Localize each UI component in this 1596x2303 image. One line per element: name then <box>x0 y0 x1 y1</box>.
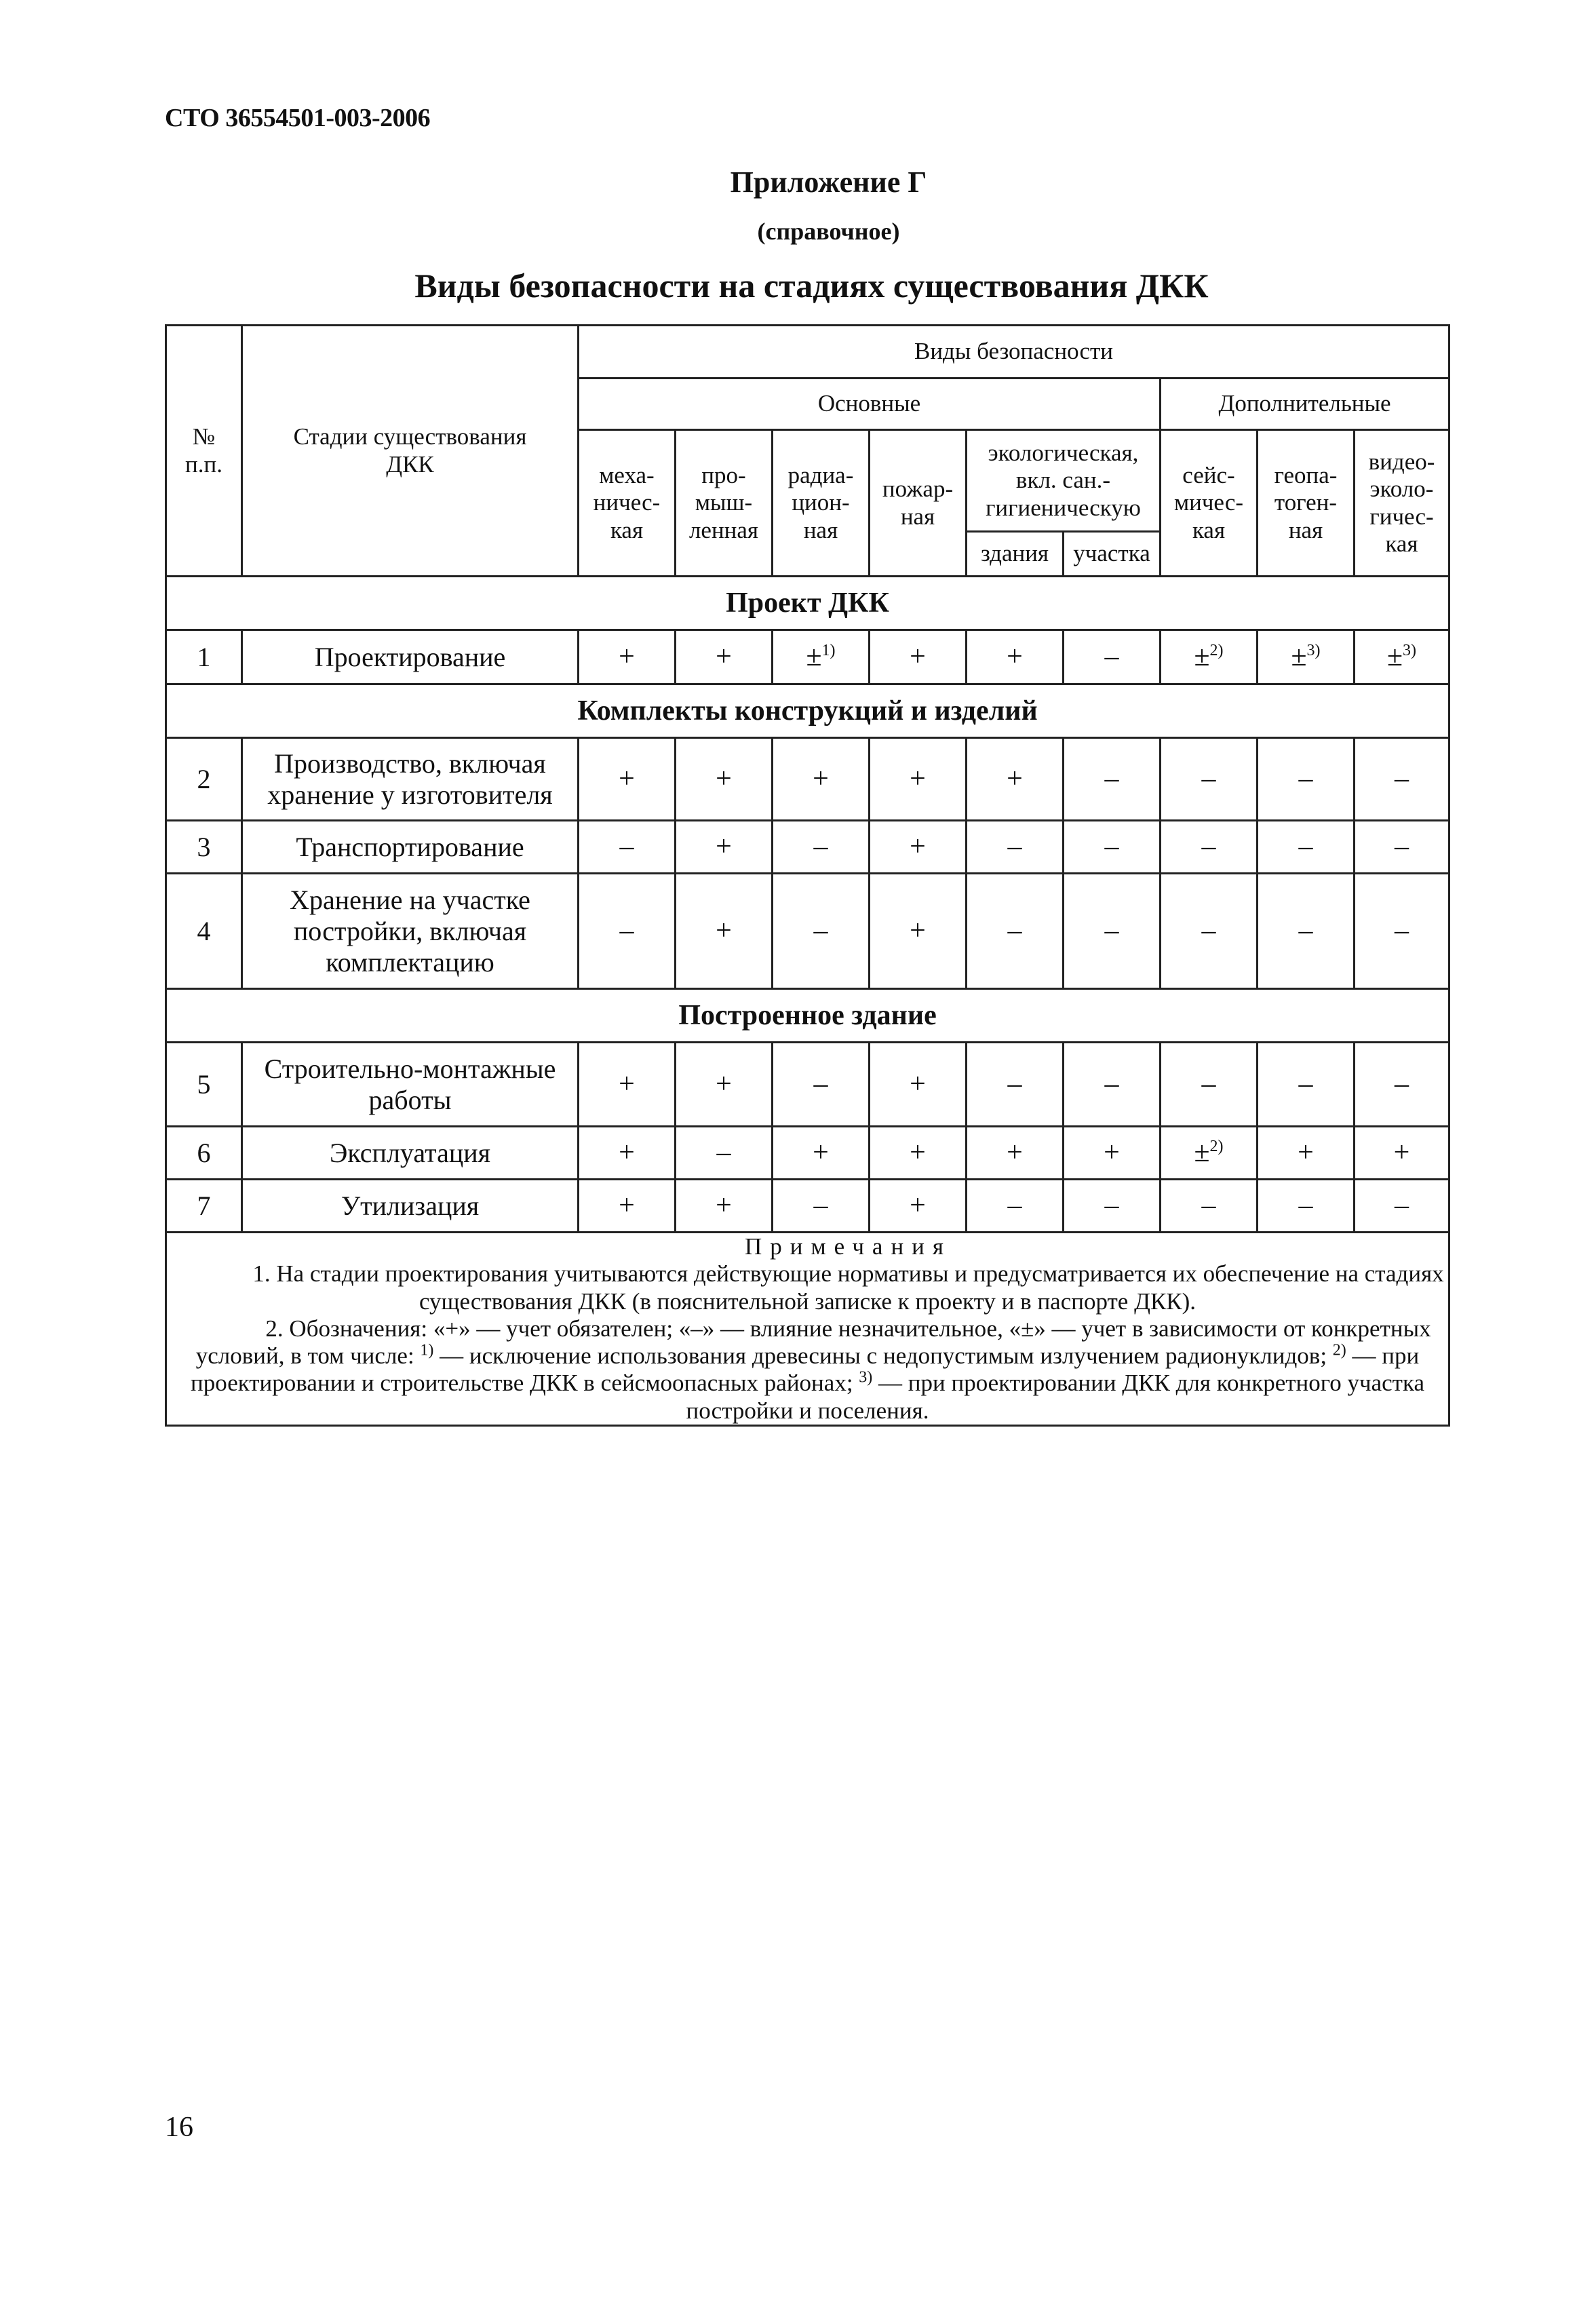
cell-fire: + <box>870 1180 967 1233</box>
cell-geopathogenic: – <box>1258 738 1355 821</box>
cell-mechanical: + <box>579 630 676 684</box>
cell-eco-site: – <box>1064 821 1161 874</box>
cell-video-ecological: – <box>1355 738 1449 821</box>
cell-radiation: ±$^{1)}$ <box>773 630 870 684</box>
row-number: 7 <box>166 1180 242 1233</box>
cell-geopathogenic: – <box>1258 1043 1355 1127</box>
table-row <box>166 1043 1449 1127</box>
cell-industrial: + <box>676 1180 773 1233</box>
row-number: 2 <box>166 738 242 821</box>
cell-radiation: – <box>773 1180 870 1233</box>
row-number: 1 <box>166 630 242 684</box>
col-header-radiation: радиа-цион-ная <box>773 430 870 577</box>
col-header-safety-types: Виды безопасности <box>579 326 1449 379</box>
cell-seismic: – <box>1161 1180 1258 1233</box>
appendix-title: Приложение Г <box>730 166 927 199</box>
cell-fire: + <box>870 1043 967 1127</box>
cell-industrial: + <box>676 738 773 821</box>
col-header-additional-group: Дополнительные <box>1161 379 1449 430</box>
note-2: 2. Обозначения: «+» — учет обязателен; «–» — влияние незначительное, «±» — учет в зависимости от конкретных условий, в том числе: $^{1)}$ — исключение использования древесины с недопустимым излучением радионуклидов; $^{2)}$ — при проектировании и строительстве ДКК в сейсмоопасных районах; $^{3)}$ — при проектировании ДКК для конкретного участка постройки и поселения. <box>191 1315 1431 1424</box>
col-header-ecological: экологическая, вкл. сан.-гигиеническую <box>967 430 1161 532</box>
cell-fire: + <box>870 874 967 989</box>
cell-geopathogenic: ±$^{3)}$ <box>1258 630 1355 684</box>
cell-eco-site: – <box>1064 738 1161 821</box>
footnote-marker: 3) <box>1306 642 1321 660</box>
row-number: 6 <box>166 1127 242 1180</box>
cell-geopathogenic: – <box>1258 1180 1355 1233</box>
document-code: СТО 36554501-003-2006 <box>165 104 431 132</box>
table-row <box>166 874 1449 989</box>
cell-geopathogenic: – <box>1258 874 1355 989</box>
cell-fire: + <box>870 630 967 684</box>
cell-eco-building: + <box>967 738 1064 821</box>
cell-industrial: – <box>676 1127 773 1180</box>
table-row <box>166 1180 1449 1233</box>
cell-eco-building: – <box>967 821 1064 874</box>
cell-video-ecological: – <box>1355 1043 1449 1127</box>
cell-seismic: – <box>1161 738 1258 821</box>
safety-types-table <box>165 324 1450 1427</box>
col-header-mechanical: меха-ничес-кая <box>579 430 676 577</box>
row-stage: Транспортирование <box>242 821 579 874</box>
cell-seismic: ±$^{2)}$ <box>1161 1127 1258 1180</box>
cell-fire: + <box>870 1127 967 1180</box>
cell-seismic: – <box>1161 874 1258 989</box>
col-header-seismic: сейс-мичес-кая <box>1161 430 1258 577</box>
notes-heading: Примечания <box>745 1233 952 1260</box>
col-header-main-group: Основные <box>579 379 1161 430</box>
footnote-marker: 3) <box>1403 642 1417 660</box>
cell-eco-site: – <box>1064 1043 1161 1127</box>
cell-video-ecological: – <box>1355 821 1449 874</box>
cell-eco-building: + <box>967 1127 1064 1180</box>
cell-mechanical: + <box>579 1127 676 1180</box>
section-kits: Комплекты конструкций и изделий <box>166 684 1449 738</box>
table-row <box>166 1127 1449 1180</box>
table-row <box>166 630 1449 684</box>
row-stage: Строительно-монтажные работы <box>242 1043 579 1127</box>
col-header-fire: пожар-ная <box>870 430 967 577</box>
table-row <box>166 738 1449 821</box>
cell-eco-site: – <box>1064 630 1161 684</box>
col-header-eco-site: участка <box>1064 532 1161 577</box>
row-stage: Утилизация <box>242 1180 579 1233</box>
col-header-number: № п.п. <box>166 326 242 577</box>
cell-video-ecological: – <box>1355 874 1449 989</box>
footnote-marker: 2) <box>1209 642 1224 660</box>
cell-fire: + <box>870 821 967 874</box>
cell-fire: + <box>870 738 967 821</box>
row-number: 5 <box>166 1043 242 1127</box>
footnote-marker: 1) <box>821 642 836 660</box>
cell-eco-building: – <box>967 1043 1064 1127</box>
cell-radiation: – <box>773 1043 870 1127</box>
col-header-stage: Стадии существования ДКК <box>242 326 579 577</box>
section-project: Проект ДКК <box>166 577 1449 630</box>
col-header-eco-building: здания <box>967 532 1064 577</box>
section-built-building: Построенное здание <box>166 989 1449 1043</box>
cell-eco-site: – <box>1064 1180 1161 1233</box>
cell-industrial: + <box>676 821 773 874</box>
note-1: 1. На стадии проектирования учитываются действующие нормативы и предусматривается их обеспечение на стадиях существования ДКК (в пояснительной записке к проекту и в паспорте ДКК). <box>252 1260 1444 1315</box>
cell-eco-site: – <box>1064 874 1161 989</box>
cell-radiation: + <box>773 738 870 821</box>
cell-seismic: – <box>1161 821 1258 874</box>
cell-eco-building: – <box>967 1180 1064 1233</box>
page-number: 16 <box>165 2112 193 2143</box>
cell-mechanical: + <box>579 738 676 821</box>
row-number: 4 <box>166 874 242 989</box>
cell-eco-site: + <box>1064 1127 1161 1180</box>
cell-seismic: ±$^{2)}$ <box>1161 630 1258 684</box>
appendix-type: (справочное) <box>757 218 900 245</box>
table-row <box>166 821 1449 874</box>
cell-industrial: + <box>676 630 773 684</box>
cell-radiation: – <box>773 874 870 989</box>
col-header-industrial: про-мыш-ленная <box>676 430 773 577</box>
cell-mechanical: + <box>579 1180 676 1233</box>
cell-radiation: + <box>773 1127 870 1180</box>
cell-mechanical: – <box>579 874 676 989</box>
cell-mechanical: – <box>579 821 676 874</box>
footnote-marker: 2) <box>1209 1138 1224 1156</box>
cell-video-ecological: – <box>1355 1180 1449 1233</box>
cell-video-ecological: ±$^{3)}$ <box>1355 630 1449 684</box>
row-stage: Хранение на участке постройки, включая комплектацию <box>242 874 579 989</box>
row-stage: Производство, включая хранение у изготовителя <box>242 738 579 821</box>
cell-geopathogenic: – <box>1258 821 1355 874</box>
row-stage: Эксплуатация <box>242 1127 579 1180</box>
cell-industrial: + <box>676 874 773 989</box>
table-title: Виды безопасности на стадиях существования ДКК <box>414 267 1209 305</box>
row-number: 3 <box>166 821 242 874</box>
table-notes <box>166 1233 1449 1426</box>
col-header-video-ecological: видео-эколо-гичес-кая <box>1355 430 1449 577</box>
cell-geopathogenic: + <box>1258 1127 1355 1180</box>
cell-eco-building: – <box>967 874 1064 989</box>
row-stage: Проектирование <box>242 630 579 684</box>
col-header-geopathogenic: геопа-тоген-ная <box>1258 430 1355 577</box>
cell-radiation: – <box>773 821 870 874</box>
cell-eco-building: + <box>967 630 1064 684</box>
cell-seismic: – <box>1161 1043 1258 1127</box>
cell-video-ecological: + <box>1355 1127 1449 1180</box>
cell-industrial: + <box>676 1043 773 1127</box>
cell-mechanical: + <box>579 1043 676 1127</box>
